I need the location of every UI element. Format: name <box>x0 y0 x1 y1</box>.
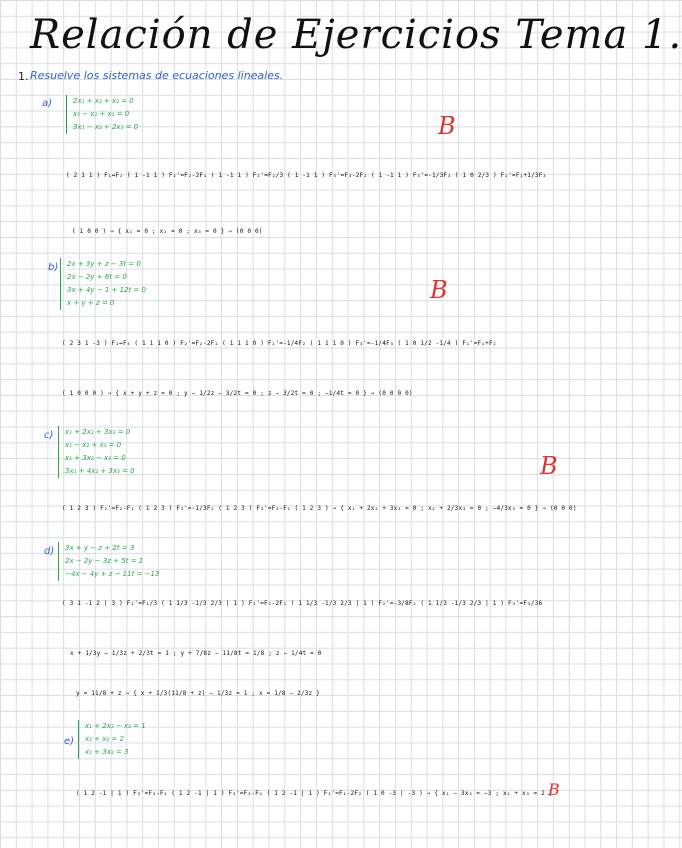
equation-system <box>58 426 135 478</box>
equation: x + y + z = 0 <box>67 299 115 307</box>
equation-system <box>78 720 146 759</box>
work-line: ( 2 1 1 ) F₁↔F₂ ( 1 -1 1 ) F₂'=F₂-2F₁ ( 1 -1 1 ) F₂'=F₂/3 ( 1 -1 1 ) F₃'=F₃-2F₂ ( 1 -1 1 ) F₃'=-1/3F₃ ( 1 0 2/3 ) F₁'=F₁+1/3F₃ <box>66 172 547 179</box>
work-line: y = 11/8 + z ⇒ { x + 1/3(11/8 + z) − 1/3z = 1 ; x = 1/8 − 2/3z } <box>76 690 320 697</box>
equation: 3x + 4y − 1 + 12t = 0 <box>67 286 147 294</box>
grade-mark: B <box>438 112 456 140</box>
equation: x₁ − x₂ + x₃ = 0 <box>65 441 122 449</box>
equation: 2x₁ + x₂ + x₃ = 0 <box>73 97 134 105</box>
question-number: 1. <box>18 70 29 83</box>
equation: 3x₁ + 4x₂ + 3x₃ = 0 <box>65 467 135 475</box>
equation: 2x − 2y − 3z + 5t = 1 <box>65 557 144 565</box>
work-line: ( 1 2 -1 | 1 ) F₃'=F₃-F₁ ( 1 2 -1 | 1 ) F₃'=F₃-F₂ ( 1 2 -1 | 1 ) F₁'=F₁-2F₂ ( 1 0 -3 | -3 ) ⇒ { x₁ − 3x₃ = −3 ; x₂ + x₃ = 2 } <box>76 790 553 797</box>
equation: x₂ + x₃ = 2 <box>85 735 124 743</box>
work-line: ( 3 1 -1 2 | 3 ) F₁'=F₁/3 ( 1 1/3 -1/3 2/3 | 1 ) F₂'=F₂-2F₁ ( 1 1/3 -1/3 2/3 | 1 ) F₂'=-3/8F₂ ( 1 1/3 -1/3 2/3 | 1 ) F₃'=F₃/36 <box>62 600 543 607</box>
work-line: ( 2 3 1 -3 ) F₁↔F₄ ( 1 1 1 0 ) F₂'=F₂-2F₁ ( 1 1 1 0 ) F₂'=-1/4F₂ ( 1 1 1 0 ) F₃'=-1/4F₃ ( 1 0 1/2 -1/4 ) F₁'=F₁+F₂ <box>62 340 497 347</box>
equation: 3x₁ − x₂ + 2x₃ = 0 <box>73 123 139 131</box>
part-label: b) <box>48 262 59 273</box>
equation: x₁ − x₂ + x₃ = 0 <box>73 110 130 118</box>
grade-mark: B <box>430 276 448 304</box>
question-text: Resuelve los sistemas de ecuaciones lineales. <box>30 69 284 82</box>
equation: x₁ + 3x₂ − x₃ = 0 <box>65 454 126 462</box>
equation-system <box>66 95 138 134</box>
equation: 3x + y − z + 2t = 3 <box>65 544 135 552</box>
equation: 2x − 2y + 6t = 0 <box>67 273 127 281</box>
equation: 2x + 3y + z − 3t = 0 <box>67 260 141 268</box>
equation-system <box>60 258 146 310</box>
equation: x₁ + 2x₂ + 3x₃ = 0 <box>65 428 131 436</box>
equation-system <box>58 542 159 581</box>
equation: x₁ + 2x₂ − x₃ = 1 <box>85 722 146 730</box>
grade-mark: B <box>540 452 558 480</box>
part-label: e) <box>64 736 75 747</box>
work-line: ( 1 0 0 0 ) ⇒ { x + y + z = 0 ; y − 1/2z − 3/2t = 0 ; z − 3/2t = 0 ; −1/4t = 0 } ⇒ (0 0 0 0) <box>62 390 413 397</box>
part-label: d) <box>44 546 55 557</box>
work-line: x + 1/3y − 1/3z + 2/3t = 1 ; y + 7/8z − 11/8t = 1/8 ; z − 1/4t = 0 <box>70 650 322 657</box>
part-label: c) <box>44 430 54 441</box>
grade-mark: B <box>548 780 560 799</box>
page-title: Relación de Ejercicios Tema 1. <box>30 12 682 58</box>
work-line: ( 1 2 3 ) F₂'=F₂-F₁ ( 1 2 3 ) F₃'=-1/3F₂ ( 1 2 3 ) F₃'=F₃-F₂ ( 1 2 3 ) ⇒ { x₁ + 2x₂ + 3x₃ = 0 ; x₂ + 2/3x₃ = 0 ; −4/3x₃ = 0 } ⇒ (0 0 0) <box>62 505 577 512</box>
equation: −4x − 4y + z − 11t = −13 <box>65 570 160 578</box>
equation: x₁ + 3x₂ = 3 <box>85 748 129 756</box>
work-line: ( 1 0 0 ) ⇒ { x₁ = 0 ; x₂ = 0 ; x₃ = 0 } ⇒ (0 0 0) <box>72 228 263 235</box>
part-label: a) <box>42 98 53 109</box>
